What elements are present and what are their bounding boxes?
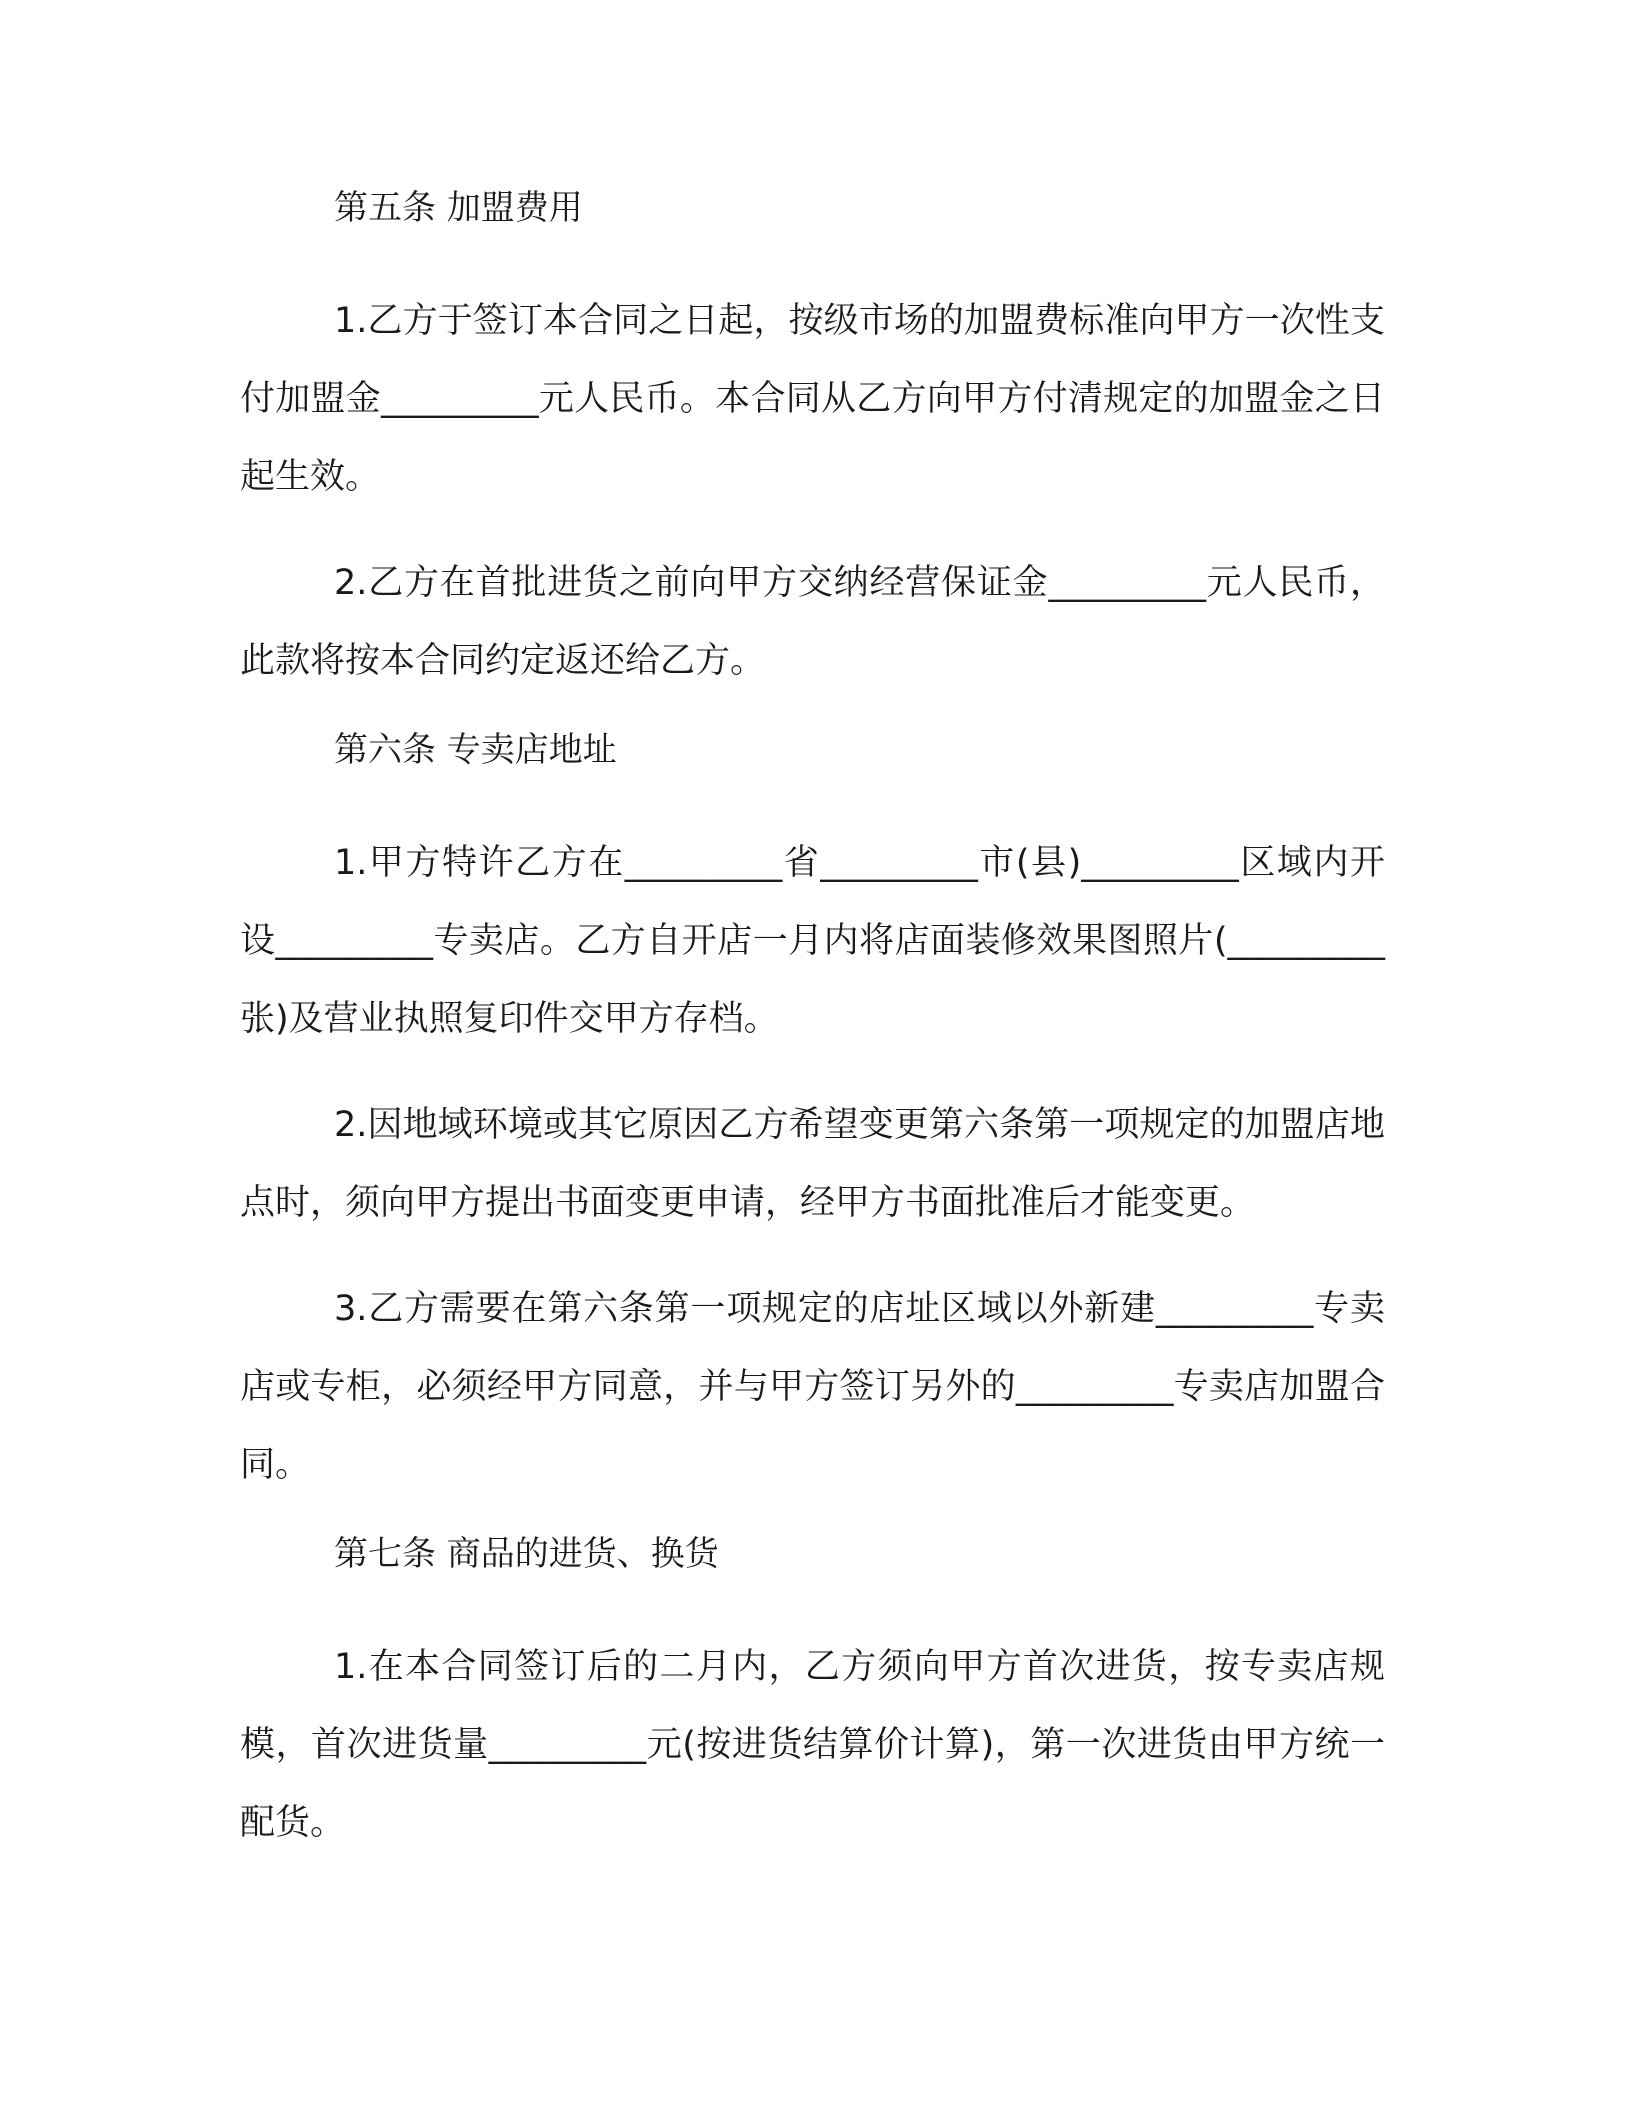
article-5-heading: 第五条 加盟费用	[334, 188, 583, 228]
article-6-heading: 第六条 专卖店地址	[334, 730, 617, 770]
article-7-heading: 第七条 商品的进货、换货	[334, 1534, 719, 1574]
article-6-clause-3: 3.乙方需要在第六条第一项规定的店址区域以外新建_________专卖店或专柜，必须经甲方同意，并与甲方签订另外的_________专卖店加盟合同。	[240, 1289, 1385, 1485]
article-5-clause-2: 2.乙方在首批进货之前向甲方交纳经营保证金_________元人民币，此款将按本合同约定返还给乙方。	[240, 563, 1385, 681]
article-7-clause-1: 1.在本合同签订后的二月内，乙方须向甲方首次进货，按专卖店规模，首次进货量_________元(按进货结算价计算)，第一次进货由甲方统一配货。	[240, 1647, 1385, 1843]
document-body	[240, 186, 1385, 1890]
article-6-clause-2: 2.因地域环境或其它原因乙方希望变更第六条第一项规定的加盟店地点时，须向甲方提出书面变更申请，经甲方书面批准后才能变更。	[240, 1105, 1385, 1223]
article-6-clause-1: 1.甲方特许乙方在_________省_________市(县)_________区域内开设_________专卖店。乙方自开店一月内将店面装修效果图照片(_________张)及营业执照复印件交甲方存档。	[240, 843, 1385, 1039]
article-5-clause-1: 1.乙方于签订本合同之日起，按级市场的加盟费标准向甲方一次性支付加盟金_________元人民币。本合同从乙方向甲方付清规定的加盟金之日起生效。	[240, 301, 1385, 497]
